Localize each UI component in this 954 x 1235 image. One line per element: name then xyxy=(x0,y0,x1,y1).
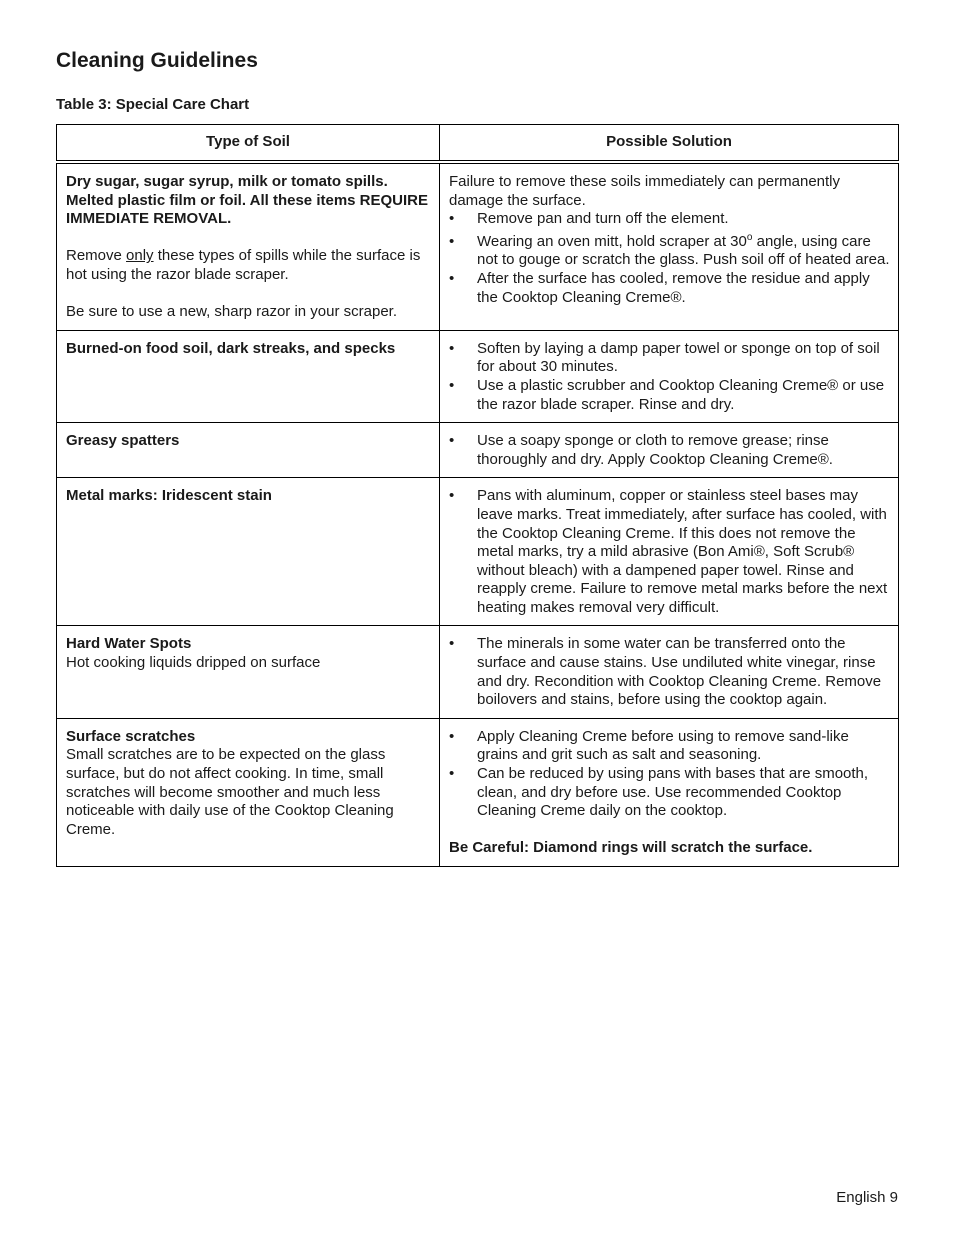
table-row xyxy=(57,718,899,866)
soil-cell xyxy=(57,626,440,718)
soil-cell xyxy=(57,478,440,626)
solution-cell xyxy=(440,626,899,718)
soil-title: Greasy spatters xyxy=(66,432,180,450)
solution-cell xyxy=(440,423,899,478)
table-row xyxy=(57,162,899,330)
solution-bullet: • Can be reduced by using pans with bases that are smooth, clean, and dry before use. Use recommended Cooktop Cleaning Creme daily on the cooktop. xyxy=(449,765,890,821)
soil-title: Hard Water Spots xyxy=(66,635,192,653)
solution-bullet: • Pans with aluminum, copper or stainless steel bases may leave marks. Treat immediately, after surface has cooled, with the Cooktop Cleaning Creme. If this does not remove the metal marks, try a mild abrasive (Bon Ami®, Soft Scrub® without bleach) with a dampened paper towel. Rinse and reapply creme. Failure to remove metal marks before the next heating makes removal very difficult. xyxy=(449,487,890,617)
solution-bullet: • The minerals in some water can be transferred onto the surface and cause stains. Use undiluted white vinegar, rinse and dry. Recondition with Cooktop Cleaning Creme. Remove boilovers and stains, before using the cooktop again. xyxy=(449,635,890,709)
soil-title: Dry sugar, sugar syrup, milk or tomato spills. Melted plastic film or foil. All these items REQUIRE IMMEDIATE REMOVAL. xyxy=(66,173,429,228)
warning-note: Be Careful: Diamond rings will scratch the surface. xyxy=(449,839,813,857)
bullet-text-part: angle, using care not to gouge or scratch the glass. Push soil off of heated area. xyxy=(477,232,890,269)
solution-bullet: • Apply Cleaning Creme before using to remove sand-like grains and grit such as salt and seasoning. xyxy=(449,728,890,765)
table-header-row xyxy=(57,125,899,163)
soil-description: Hot cooking liquids dripped on surface xyxy=(66,654,321,672)
solution-bullet: • After the surface has cooled, remove the residue and apply the Cooktop Cleaning Creme®. xyxy=(449,270,890,307)
page-title: Cleaning Guidelines xyxy=(56,49,258,72)
solution-intro: Failure to remove these soils immediately can permanently damage the surface. xyxy=(449,173,841,209)
soil-cell xyxy=(57,423,440,478)
solution-bullet: • Soften by laying a damp paper towel or sponge on top of soil for about 30 minutes. xyxy=(449,340,890,377)
table-row xyxy=(57,330,899,422)
solution-bullet-list xyxy=(449,728,890,821)
solution-bullet-list xyxy=(449,635,890,709)
solution-cell xyxy=(440,162,899,330)
soil-title: Metal marks: Iridescent stain xyxy=(66,487,272,505)
soil-text-part: these types of spills while the surface is hot using the razor blade scraper. xyxy=(66,247,421,283)
soil-cell xyxy=(57,162,440,330)
table-row xyxy=(57,478,899,626)
soil-title: Burned-on food soil, dark streaks, and specks xyxy=(66,339,396,357)
soil-cell xyxy=(57,718,440,866)
header-possible-solution: Possible Solution xyxy=(440,125,899,163)
solution-cell xyxy=(440,478,899,626)
solution-cell xyxy=(440,718,899,866)
bullet-text-part: Wearing an oven mitt, hold scraper at 30 xyxy=(477,232,747,250)
soil-text-underlined: only xyxy=(126,247,154,265)
solution-bullet-list xyxy=(449,340,890,414)
degree-superscript: o xyxy=(746,231,753,243)
solution-bullet: • Use a soapy sponge or cloth to remove grease; rinse thoroughly and dry. Apply Cooktop Cleaning Creme®. xyxy=(449,432,890,469)
solution-bullet-list xyxy=(449,487,890,617)
table-row xyxy=(57,423,899,478)
solution-bullet-list xyxy=(449,432,890,469)
solution-cell xyxy=(440,330,899,422)
solution-bullet-list xyxy=(449,210,890,307)
page-footer: English 9 xyxy=(836,1189,898,1206)
soil-description: Be sure to use a new, sharp razor in your scraper. xyxy=(66,303,398,321)
solution-bullet: • Remove pan and turn off the element. xyxy=(449,210,890,229)
table-caption: Table 3: Special Care Chart xyxy=(56,96,250,113)
special-care-table xyxy=(56,124,899,867)
header-type-of-soil: Type of Soil xyxy=(57,125,440,163)
table-row xyxy=(57,626,899,718)
soil-description: Small scratches are to be expected on the glass surface, but do not affect cooking. In time, small scratches will become smoother and much less noticeable with daily use of the Cooktop Cleaning Creme. xyxy=(66,746,394,838)
soil-description xyxy=(66,247,431,284)
soil-cell xyxy=(57,330,440,422)
solution-bullet: • Use a plastic scrubber and Cooktop Cleaning Creme® or use the razor blade scraper. Rinse and dry. xyxy=(449,377,890,414)
solution-bullet xyxy=(449,233,890,270)
soil-text-part: Remove xyxy=(66,247,127,265)
soil-title: Surface scratches xyxy=(66,727,196,745)
